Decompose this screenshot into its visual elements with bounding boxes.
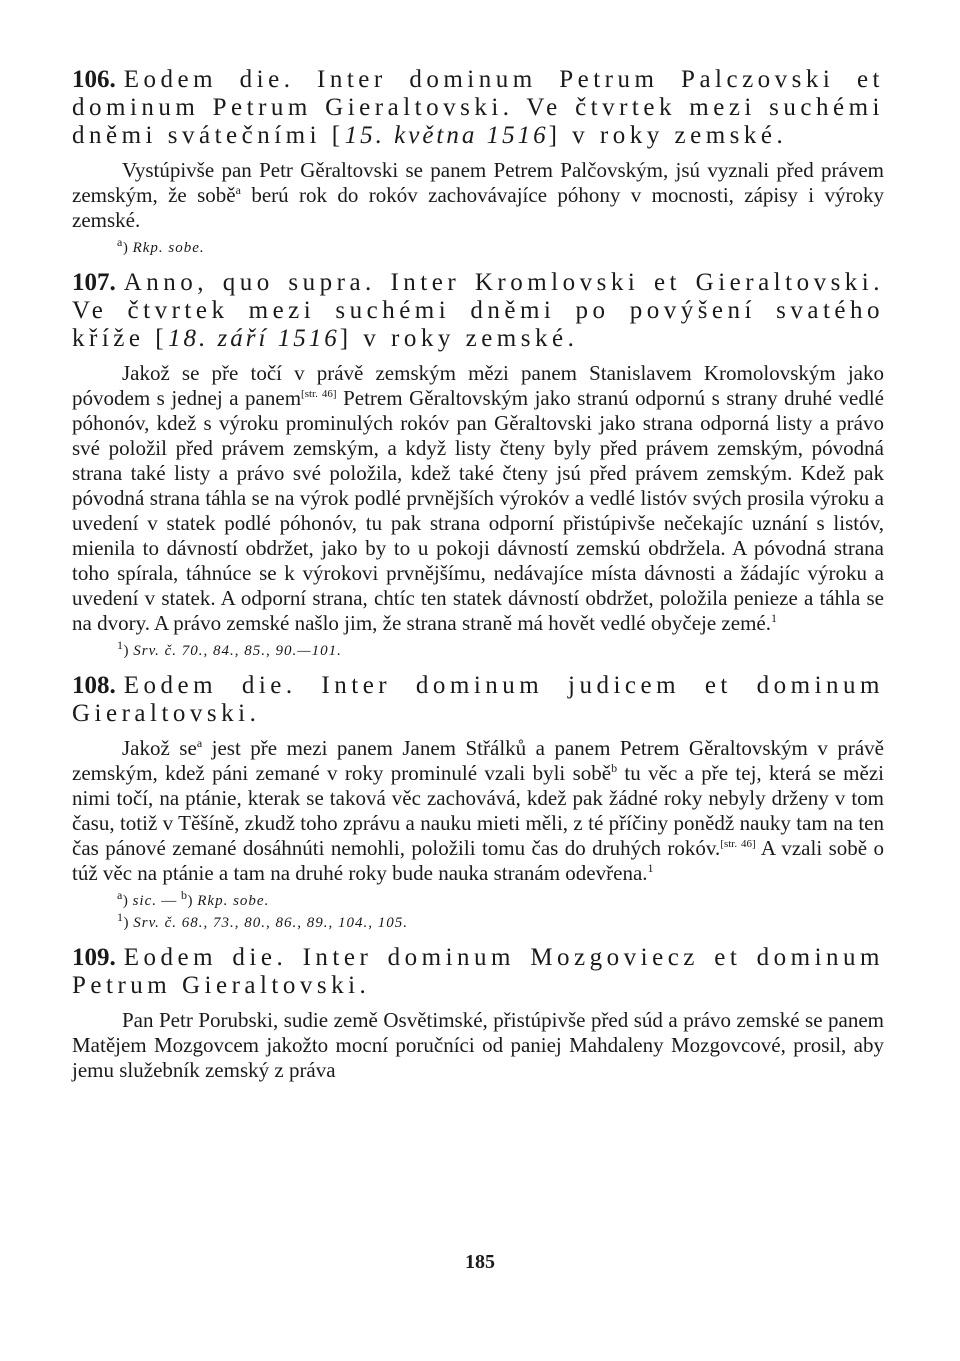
entry-106-footnote: $^a$) Rkp. sobe.: [117, 235, 205, 256]
entry-109-heading: 109. Eodem die. Inter dominum Mozgoviecz et dominum Petrum Gieraltovski.: [72, 944, 884, 999]
page-number: 185: [465, 1251, 495, 1273]
entry-108-text: Jakož $se^a$ jest pře mezi panem Janem Střálků a panem Petrem Gěraltovským v právě zemským, kdež páni zemané v roky prominulé vzali byli sobě$^b$ tu věc a pře tej, která se mězi nimi točí, na ptánie, kterak se taková věc zachovává, kdež pak žádné roky nebyly drženy v tom času, totiž v Těšíně, zkudž toho zprávu a nauku mieti měli, z té příčiny ponědž nauky tam na ten čas pánové zemané dosáhnúti nemohli, položili tomu čas do druhých rokóv.[str. 46] A vzali sobě o túž věc na ptánie a tam na druhé roky bude nauka stranám odevřena.$^1$: [72, 736, 885, 885]
entry-106-text: Vystúpivše pan Petr Gěraltovski se panem Petrem Palčovským, jsú vyznali před právem zemským, že sobě$^a$ berú rok do rokóv zachovávajíce póhony v mocnosti, zápisy i výroky zemské.: [72, 158, 885, 232]
entry-107-text: Jakož se pře točí v právě zemským mězi panem Stanislavem Kromolovským jako póvodem s jednej a panem[str. 46] Petrem Gěraltovským jako stranú odpornú s strany druhé vedlé póhonóv, kdež s výroku prominulých rokóv pan Gěraltovski jako strana odporná listy a právo své položil před právem zemským, a když listy čteny byly před právem zemským, póvodná strana také listy a právo své položila, kdež také čteny jsú před právem zemským. Kdež pak póvodná strana táhla se na výrok podlé prvnějších výrokóv a vedlé listóv svých prosila výroku a uvedení v statek podlé póhonóv, tu pak strana odporní přistúpivše nečekajíc uznání s listóv, mienila to dávností obdržet, jako by to u pokoji dávností zemskú obdržela. A póvodná strana toho spírala, táhnúce se k výrokovi prvnějšímu, nedávajíce místa dávnosti a žádajíc výroku a uvedení v statek. A odporní strana, chtíc ten statek dávností obdržet, položila penieze a táhla se na dvory. A právo zemské našlo jim, že strana straně má hovět vedlé obyčeje zemé.$^1$: [72, 361, 884, 635]
entry-107-footnote: $^1$) Srv. č. 70., 84., 85., 90.—101.: [117, 638, 342, 659]
entry-108-heading: 108. Eodem die. Inter dominum judicem et dominum Gieraltovski.: [72, 672, 884, 727]
entry-106-heading: 106. Eodem die. Inter dominum Petrum Palczovski et dominum Petrum Gieraltovski. Ve čtvrtek mezi suchémi dněmi svátečními [15. května 1516] v roky zemské.: [72, 66, 884, 149]
entry-107-heading: 107. Anno, quo supra. Inter Kromlovski et Gieraltovski. Ve čtvrtek mezi suchémi dněmi po povýšení svatého kříže [18. září 1516] v roky zemské.: [72, 269, 884, 352]
entry-109-text: Pan Petr Porubski, sudie země Osvětimské, přistúpivše před súd a právo zemské se panem Matějem Mozgovcem jakožto mocní poručníci od paniej Mahdaleny Mozgovcové, prosil, aby jemu služebník zemský z práva: [72, 1008, 884, 1082]
entry-108-footnote-ab: $^a$) sic. — $^b$) Rkp. sobe.: [117, 888, 270, 909]
document-page: [72, 66, 884, 1083]
entry-108-footnote-1: $^1$) Srv. č. 68., 73., 80., 86., 89., 104., 105.: [117, 910, 409, 931]
